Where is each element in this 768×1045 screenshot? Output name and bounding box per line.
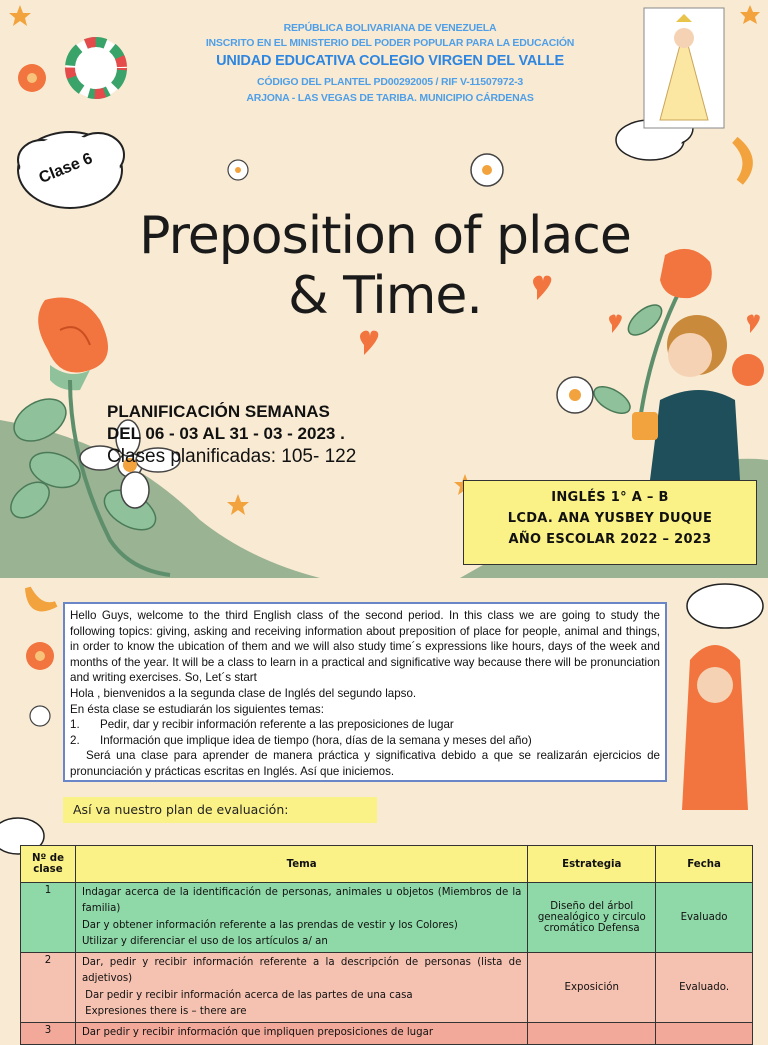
col-header-tema: Tema: [75, 846, 527, 883]
teacher-name: LCDA. ANA YUSBEY DUQUE: [507, 511, 713, 526]
tema-line: Dar, pedir y recibir información referente a la descripción de personas (lista de adjetivos): [81, 957, 522, 985]
topic-item: [70, 733, 660, 749]
star-icon: [740, 5, 760, 24]
heart-icon: [747, 315, 760, 334]
row-estrategia: Diseño del árbol genealógico y circulo cromático Defensa: [528, 883, 656, 953]
heart-icon: [360, 331, 378, 355]
intro-spanish-greeting: Hola , bienvenidos a la segunda clase de Inglés del segundo lapso.: [70, 686, 417, 700]
header-address: ARJONA - LAS VEGAS DE TARIBA. MUNICIPIO CÁRDENAS: [246, 92, 534, 104]
row-num: 2: [21, 953, 76, 1023]
topic-number: 2.: [70, 733, 80, 747]
row-fecha: Evaluado: [656, 883, 753, 953]
page-title-line2: & Time.: [288, 266, 482, 326]
evaluation-plan-label: Así va nuestro plan de evaluación:: [63, 797, 377, 823]
tema-line: Dar pedir y recibir información acerca de las partes de una casa: [81, 989, 413, 1001]
daisy-icon: [228, 160, 248, 180]
intro-english: Hello Guys, welcome to the third English class of the second period. In this class we are going to study the following topics: giving, asking and receiving information about preposition of place for people, animal and things, in order to know the ubication of them and we will also study time´s expressions like hours, days of the week and months of the year. It will be a class to learn in a practical and significative way because there will be pronunciation and writing exercises. So, Let´s start: [70, 609, 660, 685]
course-level: INGLÉS 1° A – B: [551, 490, 669, 505]
orange-flower-icon: [26, 642, 54, 670]
small-orange-flower-icon: [18, 64, 46, 92]
boy-illustration: [632, 315, 740, 480]
class-badge: Clase 6: [36, 150, 96, 187]
page-title-line1: Preposition of place: [139, 206, 631, 266]
star-icon: [9, 5, 31, 26]
row-fecha: Evaluado.: [656, 953, 753, 1023]
topic-number: 1.: [70, 718, 80, 732]
topic-item: [70, 717, 660, 733]
cloud-icon: [687, 584, 763, 628]
row-num: 1: [21, 883, 76, 953]
orange-flower-icon: [732, 354, 764, 386]
daisy-icon: [471, 154, 503, 186]
intro-box: [63, 602, 667, 782]
row-tema: [75, 883, 527, 953]
school-logo: [66, 38, 126, 98]
row-tema: [75, 1023, 527, 1044]
header-school-code: CÓDIGO DEL PLANTEL PD00292005 / RIF V-11507972-3: [256, 76, 524, 88]
col-header-estrategia: Estrategia: [528, 846, 656, 883]
star-icon: [227, 494, 249, 515]
intro-spanish-closing: Será una clase para aprender de manera práctica y significativa debido a que se realizarán ejercicios de pronunciación y prácticas escritas en Inglés. Así que iniciemos.: [70, 749, 660, 778]
tema-line: Utilizar y diferenciar el uso de los artículos a/ an: [81, 935, 328, 947]
row-fecha: [656, 1023, 753, 1044]
table-row: [21, 883, 753, 953]
school-year: AÑO ESCOLAR 2022 – 2023: [508, 532, 712, 547]
row-tema: [75, 953, 527, 1023]
evaluation-table: [20, 845, 753, 1045]
planning-classes: Clases planificadas: 105- 122: [107, 446, 357, 467]
girl-illustration: [682, 645, 748, 810]
tema-line: Expresiones there is – there are: [81, 1006, 247, 1018]
course-info-box: [463, 480, 757, 565]
header-ministry: INSCRITO EN EL MINISTERIO DEL PODER POPULAR PARA LA EDUCACIÓN: [205, 37, 575, 49]
topic-text: Pedir, dar y recibir información referente a las preposiciones de lugar: [100, 718, 454, 732]
row-num: 3: [21, 1023, 76, 1044]
col-header-num: Nº de clase: [21, 846, 76, 883]
row-estrategia: Exposición: [528, 953, 656, 1023]
col-header-fecha: Fecha: [656, 846, 753, 883]
row-estrategia: [528, 1023, 656, 1044]
tema-line: Dar y obtener información referente a las prendas de vestir y los Colores): [81, 919, 458, 931]
white-flower-icon: [557, 377, 593, 413]
moon-icon: [28, 588, 56, 608]
table-row: [21, 953, 753, 1023]
tema-line: Indagar acerca de la identificación de personas, animales u objetos (Miembros de la familia): [81, 887, 522, 915]
moon-icon: [735, 140, 749, 182]
virgin-del-valle-logo: [644, 8, 724, 128]
planning-title: PLANIFICACIÓN SEMANAS: [107, 402, 330, 421]
tema-line: Dar pedir y recibir información que impliquen preposiciones de lugar: [81, 1027, 434, 1039]
table-row: [21, 1023, 753, 1044]
header-school-name: UNIDAD EDUCATIVA COLEGIO VIRGEN DEL VALLE: [216, 53, 564, 69]
table-header-row: [21, 846, 753, 883]
intro-spanish-topics: En ésta clase se estudiarán los siguientes temas:: [70, 702, 324, 716]
daisy-icon: [30, 706, 50, 726]
header-republic: REPÚBLICA BOLIVARIANA DE VENEZUELA: [283, 22, 497, 34]
topic-text: Información que implique idea de tiempo (hora, días de la semana y meses del año): [100, 733, 532, 747]
planning-dates: DEL 06 - 03 AL 31 - 03 - 2023 .: [107, 424, 345, 443]
